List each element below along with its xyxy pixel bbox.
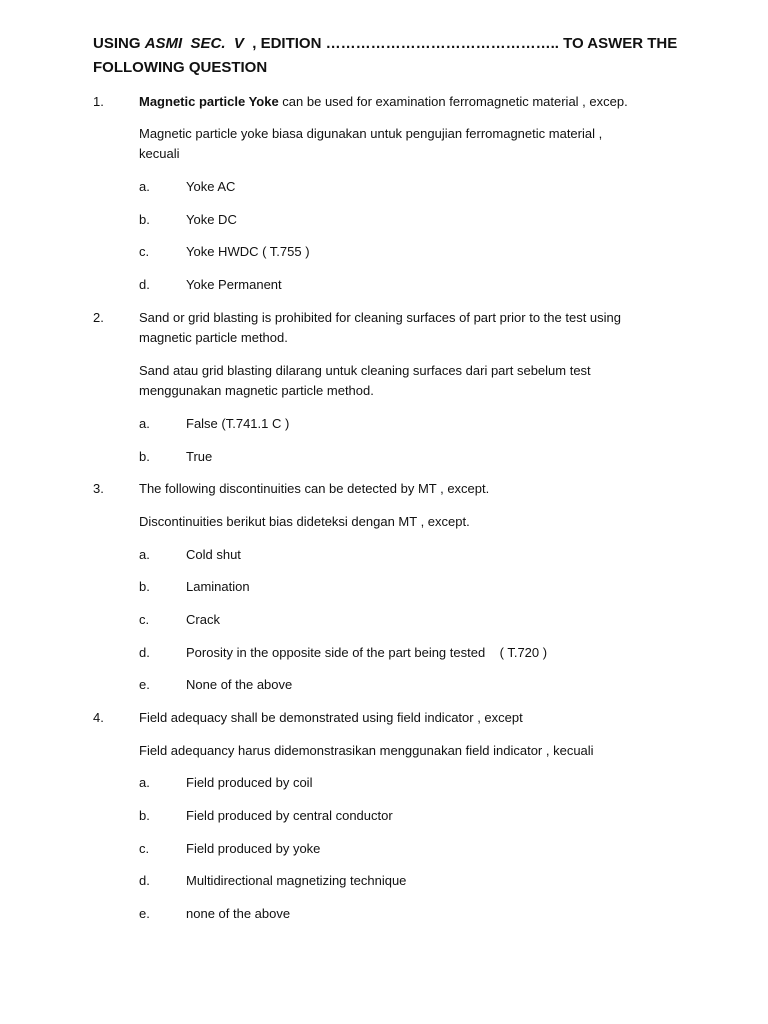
- q2-option-b-text: True: [186, 449, 213, 464]
- q3-option-d-text: Porosity in the opposite side of the part being tested ( T.720 ): [186, 645, 548, 660]
- header-using: USING: [93, 35, 141, 52]
- q4-option-d-letter: d.: [139, 873, 150, 888]
- q1-option-b-text: Yoke DC: [186, 212, 237, 227]
- q4-option-b-text: Field produced by central conductor: [186, 808, 393, 823]
- q1-option-b-letter: b.: [139, 212, 150, 227]
- question-1-text-rest: can be used for examination ferromagnetic material , excep.: [278, 94, 628, 109]
- q4-option-e-text: none of the above: [186, 906, 291, 921]
- question-1-translation-line-1: Magnetic particle yoke biasa digunakan untuk pengujian ferromagnetic material ,: [139, 126, 603, 141]
- header-sec: SEC.: [190, 35, 226, 52]
- q3-option-a-letter: a.: [139, 547, 150, 562]
- header-line-2: FOLLOWING QUESTION: [93, 59, 268, 76]
- q1-option-d-letter: d.: [139, 277, 150, 292]
- question-2-text-line-2: magnetic particle method.: [139, 330, 288, 345]
- header-v: V: [233, 35, 244, 52]
- q1-option-c-letter: c.: [139, 244, 150, 259]
- question-3-text: The following discontinuities can be detected by MT , except.: [139, 481, 490, 496]
- question-4-number: 4.: [93, 710, 104, 725]
- document-header: [93, 32, 693, 80]
- q3-option-e-text: None of the above: [186, 677, 293, 692]
- question-1-translation-line-2: kecuali: [139, 146, 180, 161]
- q4-option-b-letter: b.: [139, 808, 150, 823]
- header-line-1: [93, 32, 693, 56]
- q2-option-b-letter: b.: [139, 449, 150, 464]
- q1-option-a-text: Yoke AC: [186, 179, 236, 194]
- question-3-number: 3.: [93, 481, 104, 496]
- q3-option-b-letter: b.: [139, 579, 150, 594]
- q4-option-c-text: Field produced by yoke: [186, 841, 321, 856]
- q4-option-d-text: Multidirectional magnetizing technique: [186, 873, 407, 888]
- question-1-text: [139, 92, 699, 112]
- question-2-text-line-1: Sand or grid blasting is prohibited for cleaning surfaces of part prior to the test using: [139, 310, 621, 325]
- q4-option-a-text: Field produced by coil: [186, 775, 313, 790]
- q1-option-c-text: Yoke HWDC ( T.755 ): [186, 244, 310, 259]
- q3-option-a-text: Cold shut: [186, 547, 241, 562]
- question-2-translation-line-2: menggunakan magnetic particle method.: [139, 383, 374, 398]
- header-edition: , EDITION ……………………………………….. TO ASWER THE: [252, 35, 678, 52]
- q3-option-d-letter: d.: [139, 645, 150, 660]
- question-2-translation-line-1: Sand atau grid blasting dilarang untuk cleaning surfaces dari part sebelum test: [139, 363, 591, 378]
- q3-option-c-text: Crack: [186, 612, 220, 627]
- question-4-translation: Field adequancy harus didemonstrasikan menggunakan field indicator , kecuali: [139, 743, 594, 758]
- q3-option-c-letter: c.: [139, 612, 150, 627]
- q3-option-b-text: Lamination: [186, 579, 250, 594]
- question-1-bold-term: Magnetic particle Yoke: [139, 94, 279, 109]
- q1-option-a-letter: a.: [139, 179, 150, 194]
- q4-option-a-letter: a.: [139, 775, 150, 790]
- question-1-number: 1.: [93, 94, 104, 109]
- q2-option-a-text: False (T.741.1 C ): [186, 416, 290, 431]
- q1-option-d-text: Yoke Permanent: [186, 277, 282, 292]
- question-4-text: Field adequacy shall be demonstrated using field indicator , except: [139, 710, 523, 725]
- q4-option-c-letter: c.: [139, 841, 150, 856]
- question-3-translation: Discontinuities berikut bias dideteksi dengan MT , except.: [139, 514, 470, 529]
- q3-option-e-letter: e.: [139, 677, 150, 692]
- question-2-number: 2.: [93, 310, 104, 325]
- header-asmi: ASMI: [144, 35, 183, 52]
- q4-option-e-letter: e.: [139, 906, 150, 921]
- q2-option-a-letter: a.: [139, 416, 150, 431]
